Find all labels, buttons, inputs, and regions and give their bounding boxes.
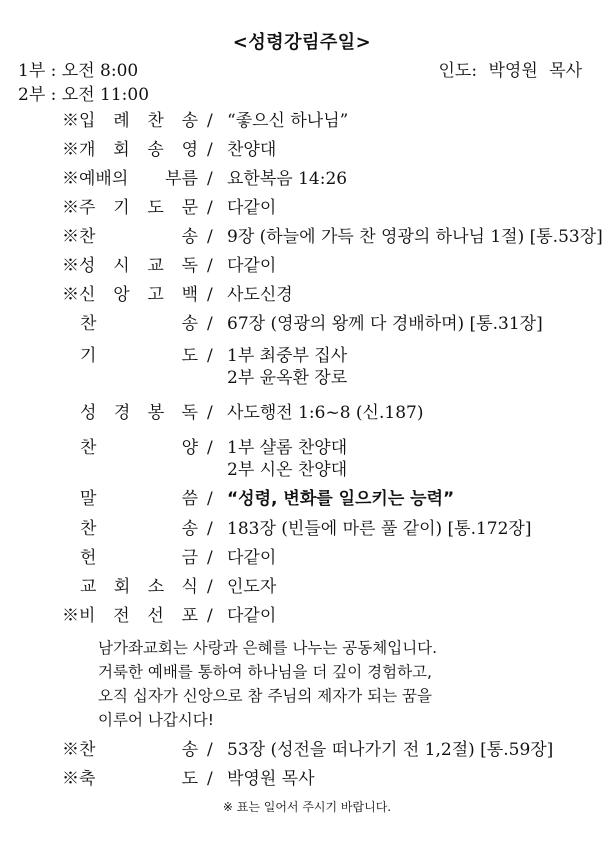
row-label: ※예배의 부름 [62, 169, 198, 189]
row-label: ※찬 송 [62, 227, 198, 247]
row-content: 67장 (영광의 왕께 다 경배하며) [통.31장] [227, 314, 543, 334]
row-label: 기 도 [80, 346, 198, 366]
row-label: ※주 기 도 문 [62, 198, 198, 218]
row-content: 사도신경 [227, 285, 293, 305]
separator: / [207, 169, 213, 189]
row-content: 찬양대 [227, 140, 277, 160]
separator: / [207, 285, 213, 305]
row-label: ※찬 송 [62, 740, 198, 760]
row-label: 성 경 봉 독 [80, 403, 198, 423]
separator: / [207, 227, 213, 247]
row-label: 찬 송 [80, 519, 198, 539]
separator: / [207, 140, 213, 160]
row-label: 헌 금 [80, 548, 198, 568]
row-label: ※축 도 [62, 769, 198, 789]
separator: / [207, 256, 213, 276]
vision-line: 거룩한 예배를 통하여 하나님을 더 깊이 경험하고, [98, 663, 432, 681]
row-content: 다같이 [227, 606, 277, 626]
row-label: ※신 앙 고 백 [62, 285, 198, 305]
sermon-title: “성령, 변화를 일으키는 능력” [227, 489, 455, 509]
row-label: ※입 례 찬 송 [62, 111, 198, 131]
worship-leader: 인도: 박영원 목사 [438, 61, 582, 81]
service-time-first: 1부 : 오전 8:00 [18, 61, 139, 81]
row-content: 1부 최중부 집사 2부 윤옥환 장로 [227, 346, 348, 388]
separator: / [207, 548, 213, 568]
row-label: 말 씀 [80, 489, 198, 509]
row-label: 교 회 소 식 [80, 577, 198, 597]
vision-line: 남가좌교회는 사랑과 은혜를 나누는 공동체입니다. [98, 639, 438, 657]
separator: / [207, 438, 213, 458]
vision-line: 오직 십자가 신앙으로 참 주님의 제자가 되는 꿈을 [98, 687, 432, 705]
row-content: 53장 (성전을 떠나가기 전 1,2절) [통.59장] [227, 740, 554, 760]
row-content: “좋으신 하나님” [227, 111, 349, 131]
row-content: 다같이 [227, 256, 277, 276]
separator: / [207, 606, 213, 626]
separator: / [207, 111, 213, 131]
separator: / [207, 198, 213, 218]
separator: / [207, 519, 213, 539]
row-content: 183장 (빈들에 마른 풀 같이) [통.172장] [227, 519, 532, 539]
separator: / [207, 346, 213, 366]
separator: / [207, 769, 213, 789]
separator: / [207, 740, 213, 760]
separator: / [207, 577, 213, 597]
row-label: 찬 송 [80, 314, 198, 334]
row-content: 인도자 [227, 577, 277, 597]
row-label: ※개 회 송 영 [62, 140, 198, 160]
separator: / [207, 403, 213, 423]
vision-line: 이루어 나갑시다! [98, 711, 214, 729]
row-content: 박영원 목사 [227, 769, 315, 789]
separator: / [207, 489, 213, 509]
row-label: ※성 시 교 독 [62, 256, 198, 276]
standing-note: ※ 표는 일어서 주시기 바랍니다. [222, 800, 392, 814]
row-content: 사도행전 1:6~8 (신.187) [227, 403, 424, 423]
vision-statement [98, 636, 437, 732]
page-title: <성령강림주일> [232, 32, 372, 53]
separator: / [207, 314, 213, 334]
row-content: 다같이 [227, 198, 277, 218]
service-time-second: 2부 : 오전 11:00 [18, 85, 150, 105]
row-content: 다같이 [227, 548, 277, 568]
row-content: 1부 샬롬 찬양대 2부 시온 찬양대 [227, 438, 348, 480]
row-label: ※비 전 선 포 [62, 606, 198, 626]
row-content: 요한복음 14:26 [227, 169, 348, 189]
row-content: 9장 (하늘에 가득 찬 영광의 하나님 1절) [통.53장] [227, 227, 603, 247]
row-label: 찬 양 [80, 438, 198, 458]
